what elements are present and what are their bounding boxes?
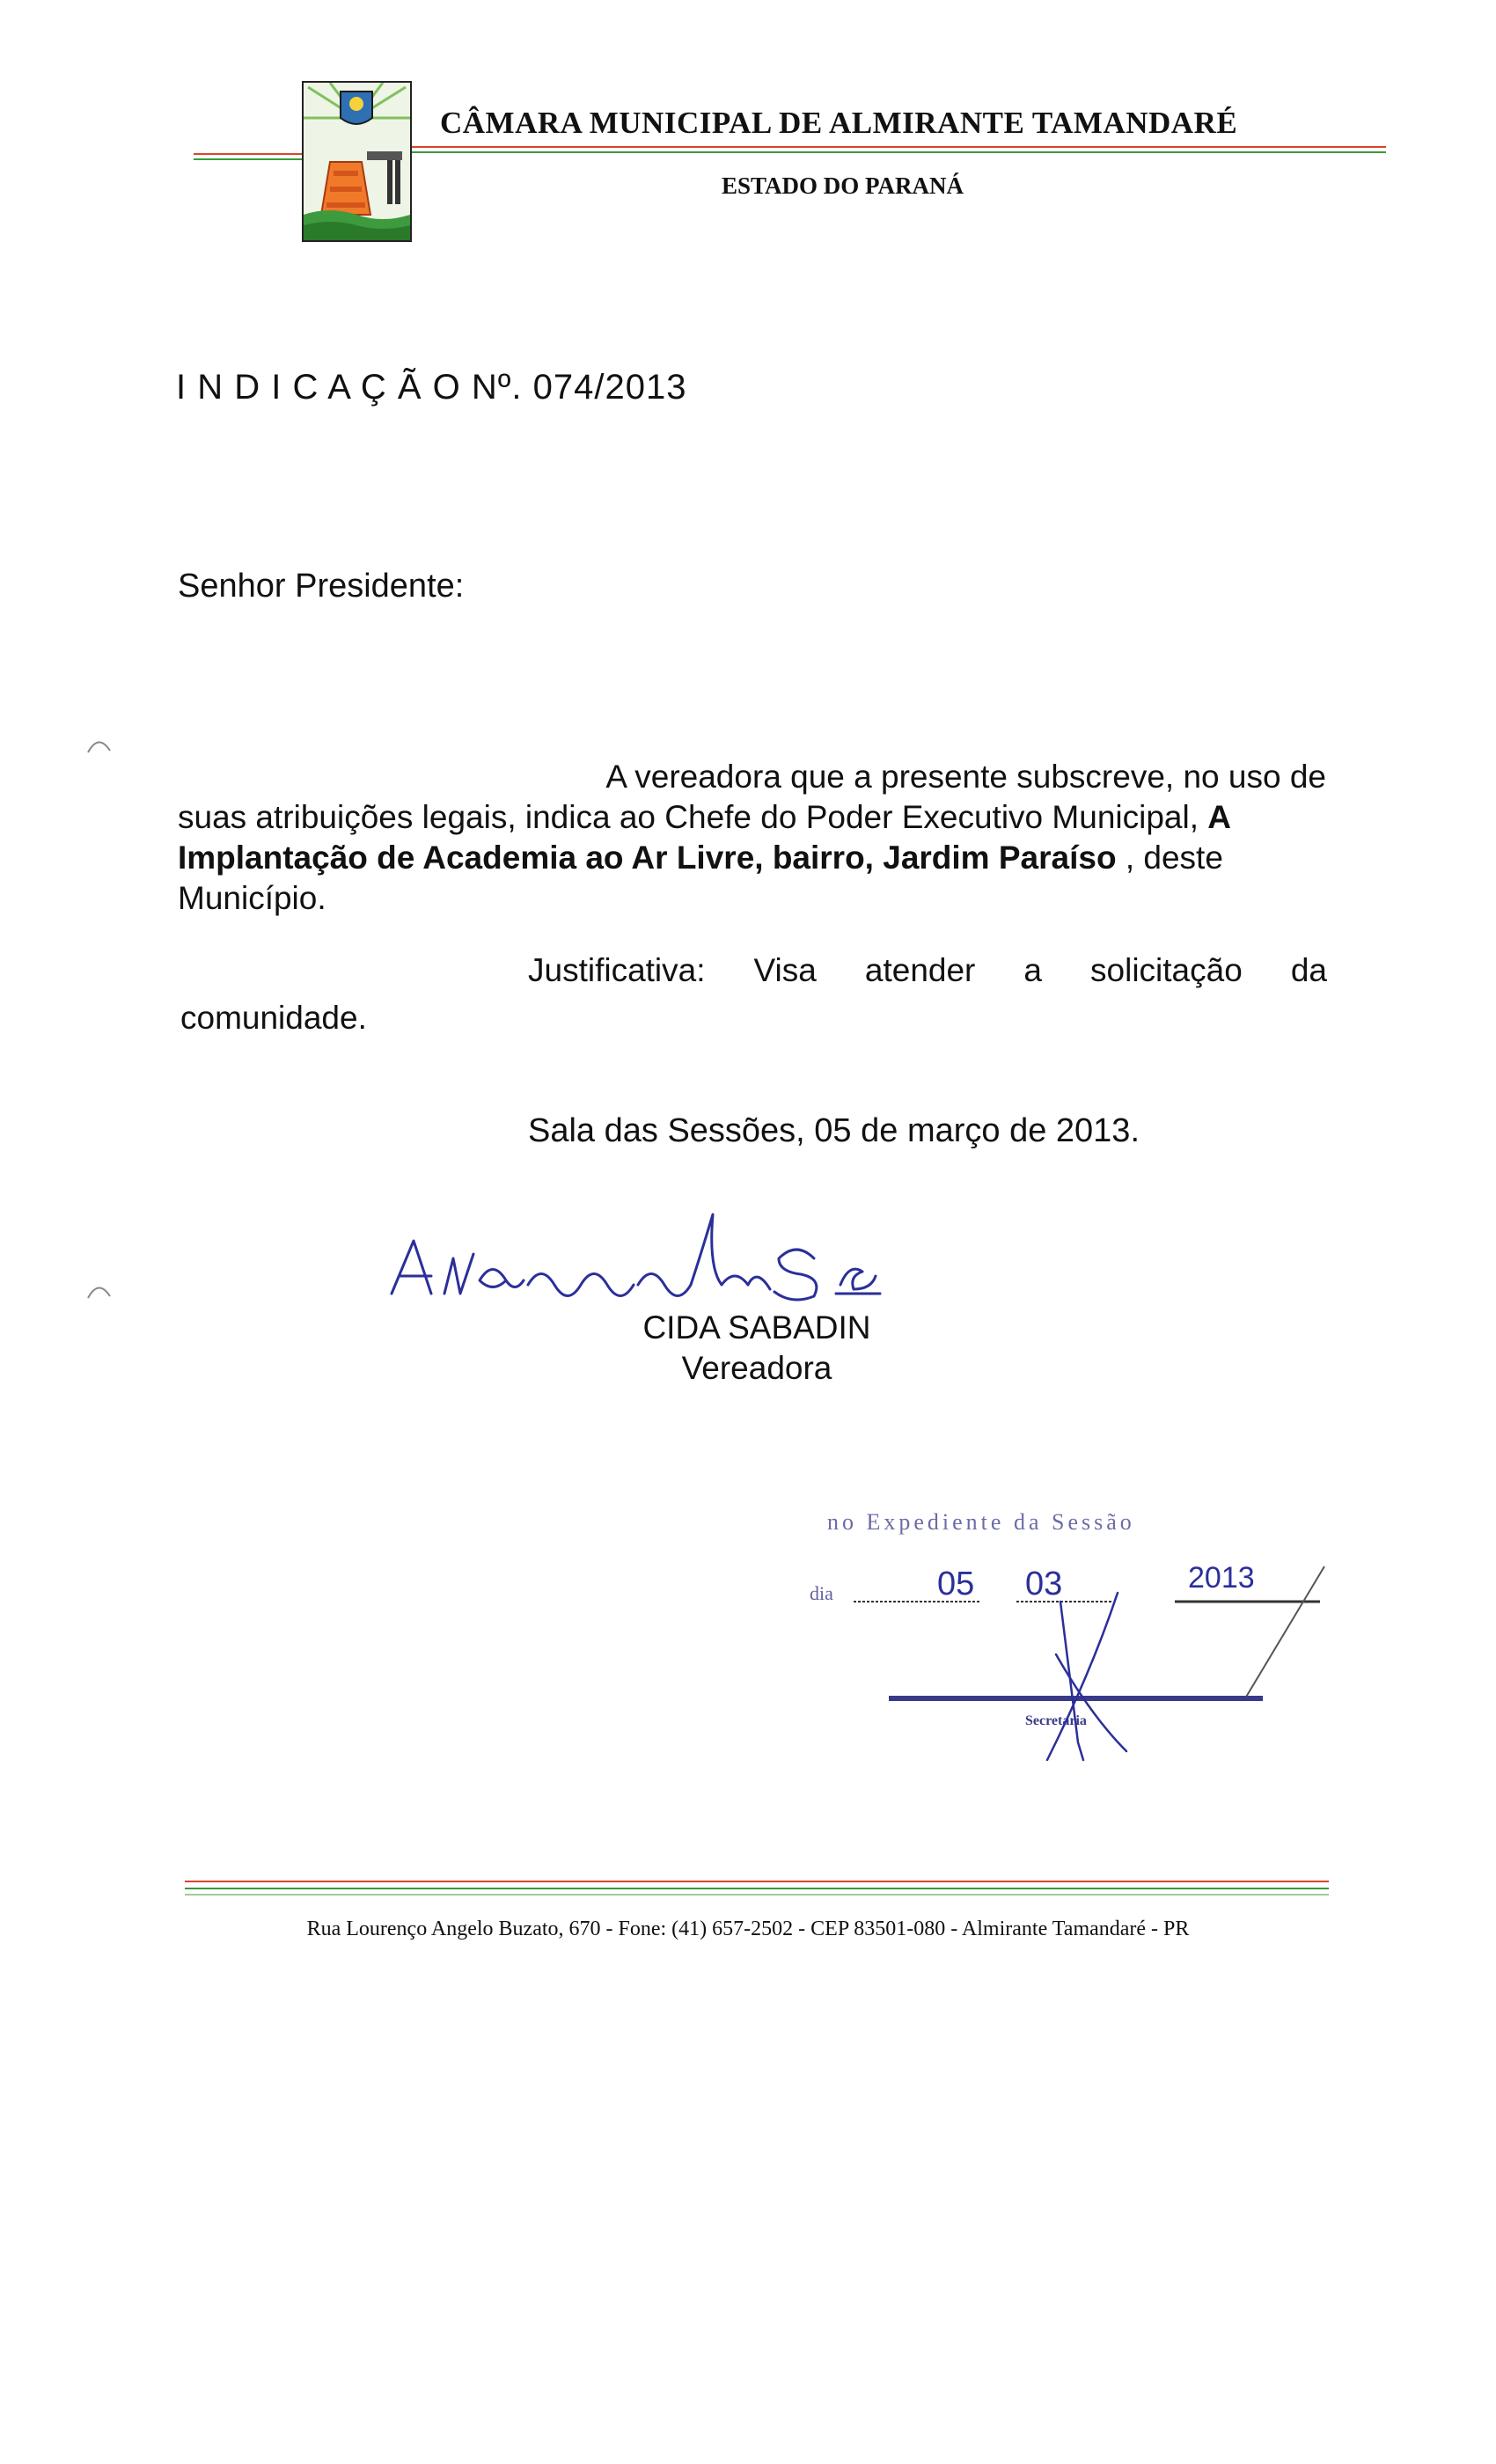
justification-word: atender — [864, 952, 976, 988]
paragraph-text: suas atribuições legais, indica ao Chefe do Poder Executivo Municipal, — [178, 799, 1199, 835]
justification-end: comunidade. — [180, 1000, 367, 1036]
stamp-header-text: no Expediente da Sessão — [827, 1509, 1135, 1535]
salutation: Senhor Presidente: — [178, 568, 465, 605]
stamp-month: 03 — [1025, 1566, 1063, 1602]
session-stamp — [805, 1496, 1333, 1795]
session-date-line: Sala das Sessões, 05 de março de 2013. — [528, 1112, 1140, 1149]
state-name: ESTADO DO PARANÁ — [722, 172, 964, 199]
margin-mark — [88, 1287, 110, 1298]
chamber-name: CÂMARA MUNICIPAL DE ALMIRANTE TAMANDARÉ — [440, 106, 1238, 140]
paragraph-text-end: , deste Município. — [178, 840, 1223, 916]
indication-number — [176, 368, 686, 407]
signer-name: CIDA SABADIN — [642, 1309, 871, 1346]
indication-label: I N D I C A Ç Ã O — [176, 368, 461, 407]
stamp-initials — [1047, 1593, 1126, 1760]
justification-word: da — [1290, 952, 1327, 988]
number-prefix: Nº. — [471, 368, 523, 407]
signer-role: Vereadora — [681, 1350, 832, 1386]
paragraph-bold-request: A Implantação de Academia ao Ar Livre, bairro, Jardim Paraíso — [178, 799, 1230, 876]
paragraph-first-line: A vereadora que a presente subscreve, no uso de — [605, 759, 1326, 795]
stamp-year: 2013 — [1188, 1561, 1255, 1595]
signer-block — [528, 1308, 986, 1389]
justification-word: a — [1023, 952, 1042, 988]
footer-address: Rua Lourenço Angelo Buzato, 670 - Fone: (41) 657-2502 - CEP 83501-080 - Almirante Tamandaré - PR — [306, 1918, 1190, 1940]
stamp-footer-text: Secretaria — [1025, 1713, 1087, 1728]
stamp-day: 05 — [937, 1566, 975, 1602]
handwritten-signature — [374, 1197, 920, 1311]
justification-word: Visa — [753, 952, 817, 988]
main-paragraph — [178, 757, 1326, 919]
justification-word: Justificativa: — [528, 952, 706, 988]
justification-word: solicitação — [1090, 952, 1243, 988]
justification-line — [528, 952, 1327, 989]
stamp-day-label: dia — [810, 1582, 833, 1604]
number-value: 074/2013 — [532, 368, 687, 407]
margin-mark — [88, 742, 110, 752]
